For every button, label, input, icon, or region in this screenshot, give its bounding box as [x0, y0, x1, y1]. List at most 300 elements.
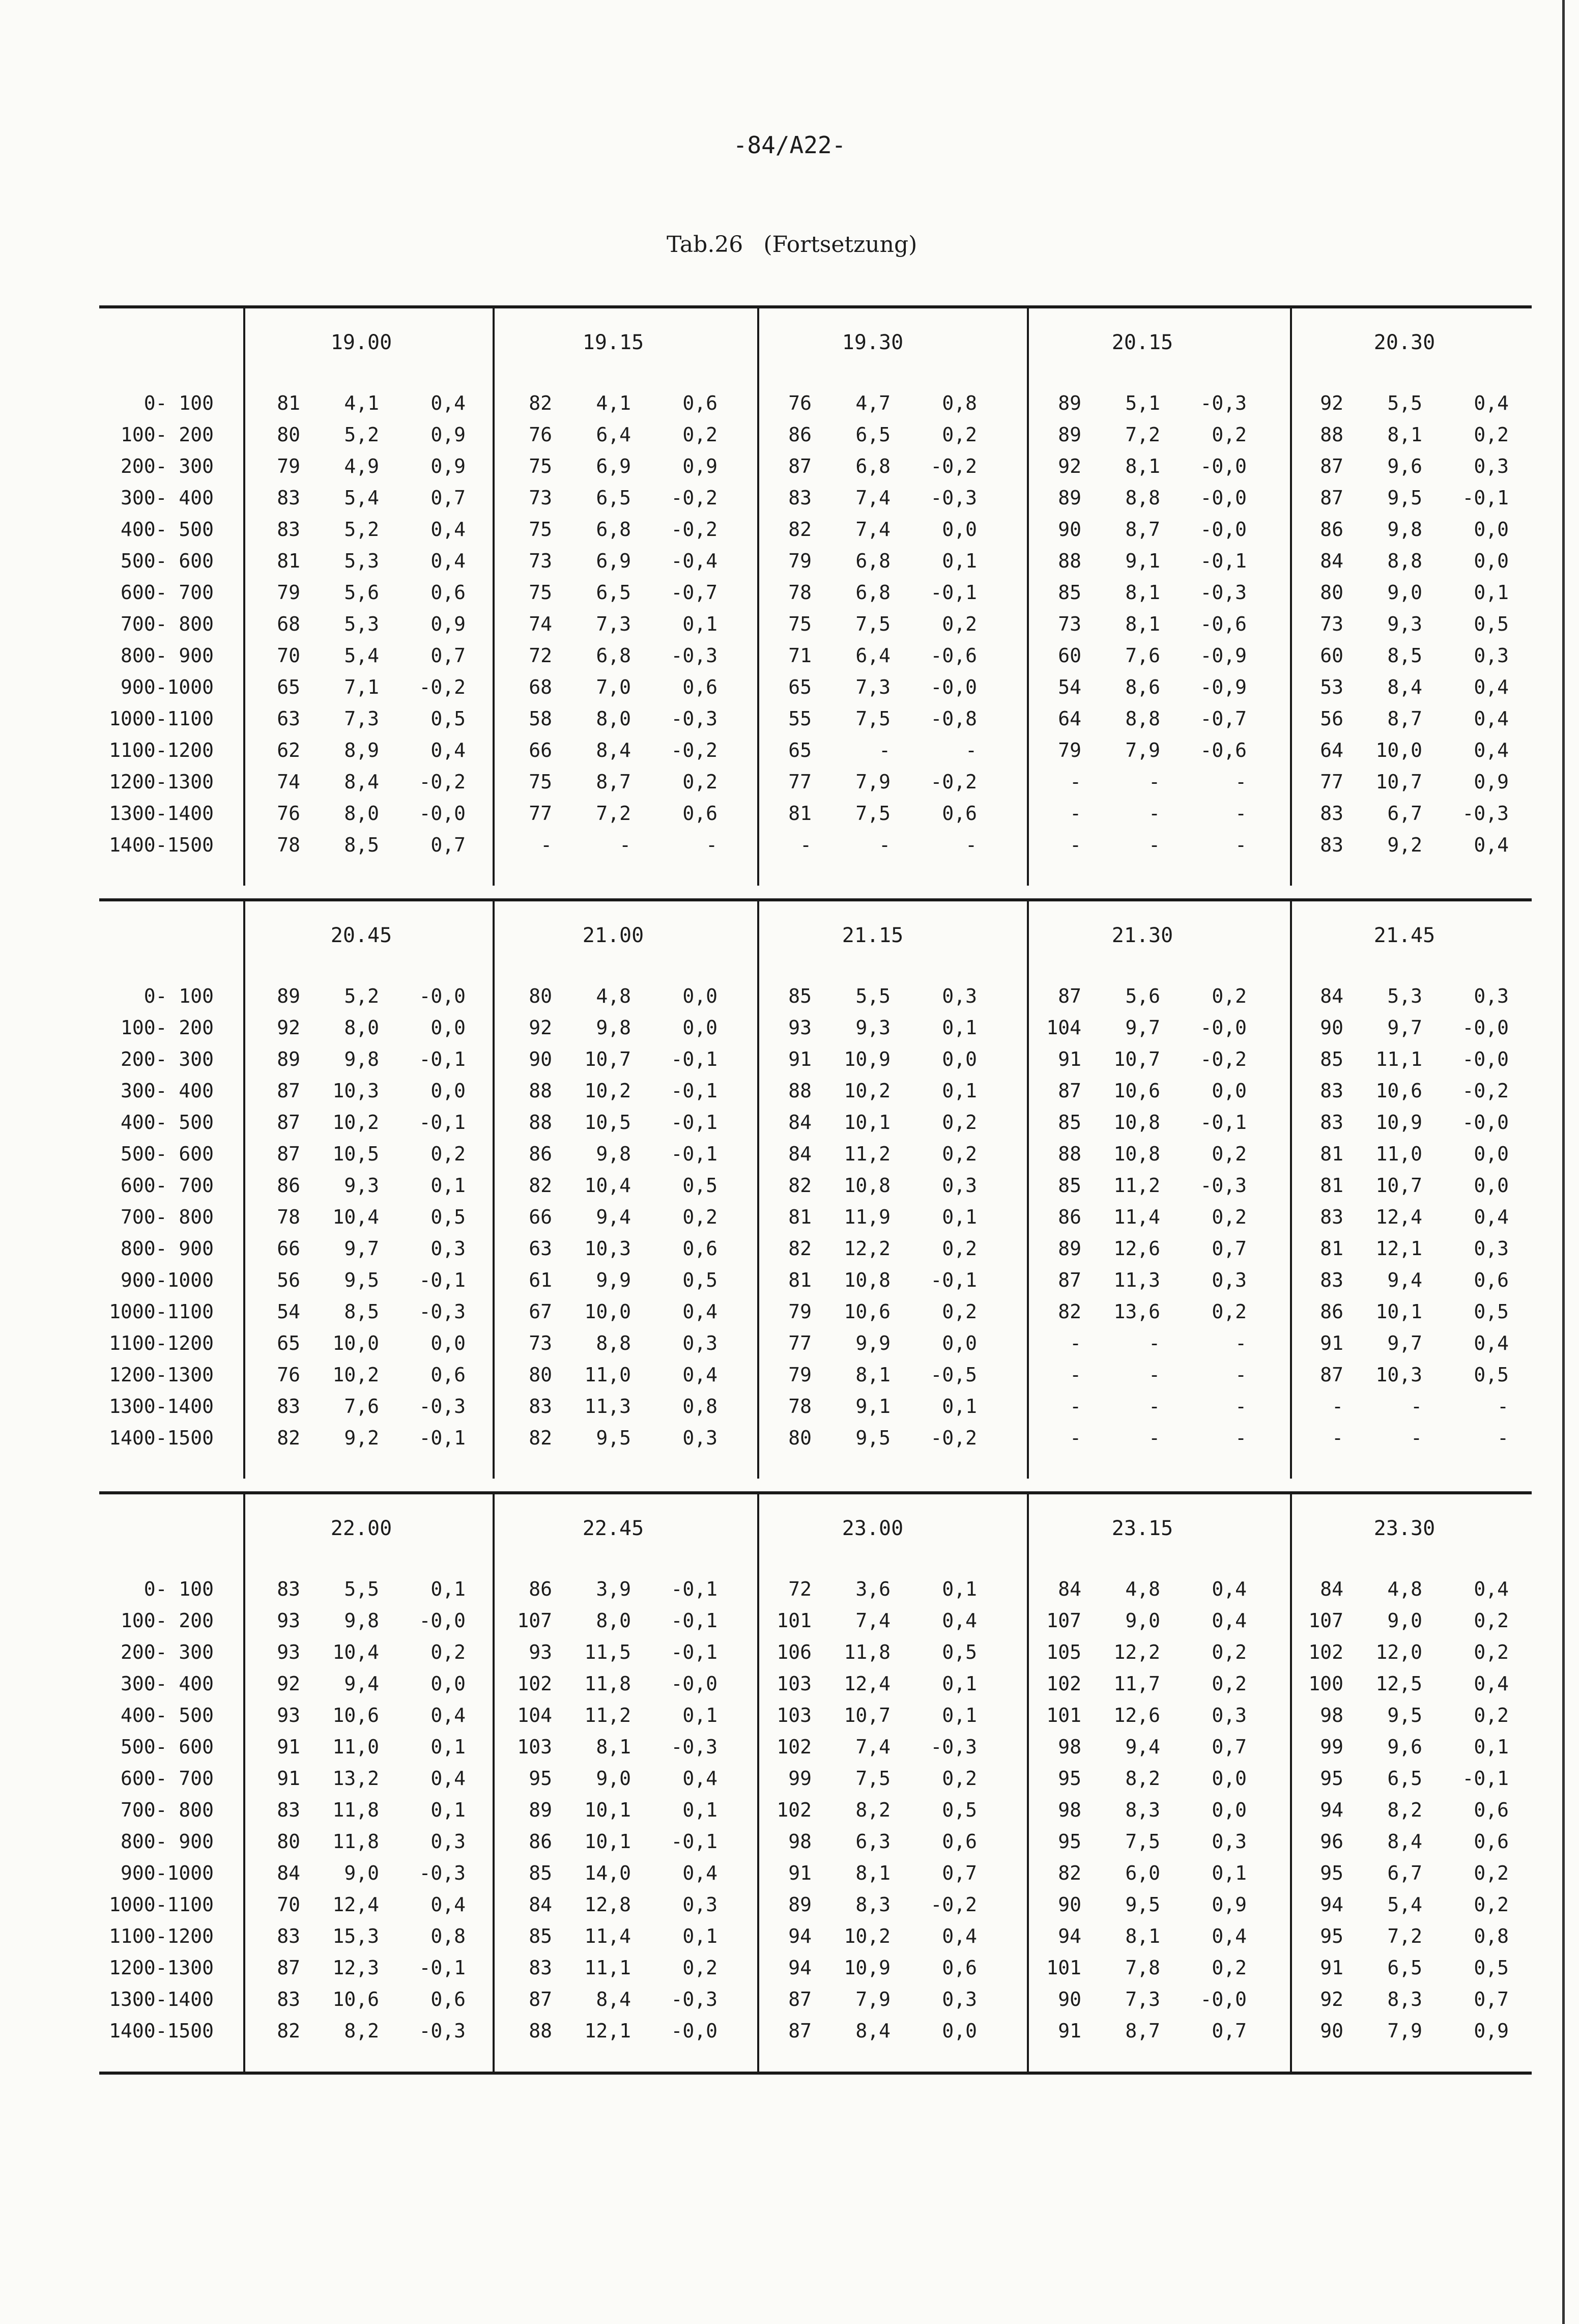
table-cell: 64 [1320, 739, 1343, 761]
table-cell: 0,0 [1212, 1080, 1247, 1102]
table-cell: 0,2 [1474, 1704, 1509, 1726]
table-cell: - [706, 834, 717, 856]
table-cell: 82 [277, 1427, 300, 1449]
table-cell: 91 [1058, 2020, 1081, 2042]
table-cell: 0,2 [682, 771, 717, 793]
table-cell: 4,7 [855, 392, 891, 414]
table-cell: 0,3 [1474, 455, 1509, 477]
table-cell: - [1497, 1427, 1509, 1449]
table-cell: 7,5 [1125, 1830, 1160, 1853]
table-cell: 4,8 [1125, 1578, 1160, 1600]
table-cell: 12,1 [1375, 1237, 1422, 1260]
table-cell: 8,2 [1387, 1799, 1422, 1821]
table-cell: 8,8 [1125, 707, 1160, 730]
table-cell: 5,3 [344, 550, 379, 572]
table-cell: 0,7 [1212, 2020, 1247, 2042]
table-cell: 7,9 [1125, 739, 1160, 761]
table-cell: 73 [529, 1332, 552, 1354]
table-cell: 92 [1320, 1988, 1343, 2010]
table-cell: 66 [529, 1206, 552, 1228]
table-cell: 83 [1320, 1206, 1343, 1228]
table-cell: 14,0 [584, 1862, 631, 1884]
row-label: 300- 400 [120, 1673, 214, 1695]
table-cell: 90 [1320, 1016, 1343, 1039]
table-cell: 10,9 [1375, 1111, 1422, 1133]
table-cell: 78 [788, 581, 812, 604]
table-cell: 0,6 [942, 802, 977, 825]
table-cell: -0,0 [419, 1609, 466, 1632]
row-label: 900-1000 [120, 676, 214, 698]
table-cell: 84 [1320, 985, 1343, 1007]
time-header: 20.45 [330, 924, 392, 947]
table-cell: 98 [1058, 1736, 1081, 1758]
table-cell: 90 [529, 1048, 552, 1070]
table-cell: 0,5 [942, 1799, 977, 1821]
table-cell: 8,2 [344, 2020, 379, 2042]
table-cell: 65 [277, 1332, 300, 1354]
table-cell: 9,3 [855, 1016, 891, 1039]
table-cell: 0,3 [1474, 1237, 1509, 1260]
row-label: 600- 700 [120, 1174, 214, 1197]
table-cell: 8,4 [344, 771, 379, 793]
table-cell: - [1149, 802, 1160, 825]
table-cell: 9,6 [1387, 1736, 1422, 1758]
table-cell: 0,3 [1212, 1830, 1247, 1853]
table-cell: 78 [277, 1206, 300, 1228]
table-cell: 0,3 [1212, 1704, 1247, 1726]
table-cell: 8,4 [1387, 676, 1422, 698]
table-cell: -0,1 [671, 1830, 717, 1853]
table-cell: 9,0 [1387, 1609, 1422, 1632]
table-cell: 0,1 [430, 1799, 466, 1821]
table-cell: 8,4 [855, 2020, 891, 2042]
time-header: 20.15 [1111, 331, 1173, 354]
table-cell: 75 [529, 581, 552, 604]
table-cell: 65 [788, 739, 812, 761]
table-cell: 87 [1320, 487, 1343, 509]
row-label: 400- 500 [120, 1111, 214, 1133]
table-cell: -0,4 [671, 550, 717, 572]
table-cell: 6,5 [596, 487, 631, 509]
table-cell: 95 [1320, 1925, 1343, 1947]
table-cell: 0,0 [1474, 518, 1509, 541]
table-cell: 0,8 [430, 1925, 466, 1947]
table-cell: 6,5 [1387, 1957, 1422, 1979]
table-cell: 8,1 [855, 1862, 891, 1884]
table-cell: 10,6 [844, 1300, 891, 1323]
table-cell: -0,0 [1200, 455, 1247, 477]
table-cell: 89 [277, 985, 300, 1007]
table-cell: 8,2 [855, 1799, 891, 1821]
table-cell: -0,3 [1200, 1174, 1247, 1197]
table-cell: 89 [1058, 1237, 1081, 1260]
table-cell: 7,5 [855, 613, 891, 635]
table-cell: 6,9 [596, 550, 631, 572]
table-cell: 0,3 [1212, 1269, 1247, 1291]
table-cell: 75 [529, 455, 552, 477]
table-cell: 10,2 [332, 1111, 379, 1133]
row-label: 100- 200 [120, 1016, 214, 1039]
table-cell: 90 [1320, 2020, 1343, 2042]
table-cell: 81 [788, 1269, 812, 1291]
table-cell: 6,9 [596, 455, 631, 477]
table-cell: 0,4 [942, 1925, 977, 1947]
time-header: 20.30 [1373, 331, 1436, 354]
table-cell: - [1235, 802, 1247, 825]
table-cell: - [965, 739, 977, 761]
table-cell: 76 [529, 423, 552, 446]
table-cell: 103 [777, 1673, 812, 1695]
table-cell: 82 [277, 2020, 300, 2042]
table-cell: - [1070, 1332, 1081, 1354]
table-cell: 82 [788, 1174, 812, 1197]
row-label: 1200-1300 [109, 1957, 214, 1979]
table-cell: 100 [1308, 1673, 1343, 1695]
row-label: 1100-1200 [109, 739, 214, 761]
table-cell: 7,3 [596, 613, 631, 635]
table-cell: 0,3 [942, 1988, 977, 2010]
table-cell: 8,8 [596, 1332, 631, 1354]
table-cell: 82 [788, 1237, 812, 1260]
table-cell: -0,1 [419, 1111, 466, 1133]
table-cell: 8,1 [1125, 1925, 1160, 1947]
table-cell: 10,7 [1375, 1174, 1422, 1197]
table-cell: - [1235, 1364, 1247, 1386]
table-cell: 9,8 [344, 1048, 379, 1070]
table-cell: 75 [788, 613, 812, 635]
table-cell: 6,4 [596, 423, 631, 446]
table-cell: 0,3 [682, 1427, 717, 1449]
table-cell: 12,4 [332, 1893, 379, 1916]
table-cell: 0,6 [682, 392, 717, 414]
table-cell: 0,1 [942, 550, 977, 572]
table-cell: 0,2 [1474, 1893, 1509, 1916]
table-cell: 89 [1058, 487, 1081, 509]
table-cell: 90 [1058, 518, 1081, 541]
table-cell: 8,4 [596, 739, 631, 761]
table-cell: -0,1 [671, 1111, 717, 1133]
table-cell: 0,2 [430, 1641, 466, 1663]
table-cell: 87 [277, 1080, 300, 1102]
table-cell: - [1149, 834, 1160, 856]
table-cell: 0,1 [1474, 581, 1509, 604]
table-cell: - [1411, 1427, 1422, 1449]
table-cell: 0,6 [1474, 1830, 1509, 1853]
table-cell: 90 [1058, 1893, 1081, 1916]
table-cell: -0,2 [671, 487, 717, 509]
table-cell: 0,0 [1212, 1767, 1247, 1790]
table-cell: 5,3 [344, 613, 379, 635]
table-cell: 88 [529, 2020, 552, 2042]
table-cell: 5,1 [1125, 392, 1160, 414]
table-cell: 0,3 [430, 1237, 466, 1260]
table-cell: 4,8 [596, 985, 631, 1007]
table-cell: 95 [1058, 1767, 1081, 1790]
table-cell: -0,0 [1200, 1016, 1247, 1039]
table-cell: -0,3 [419, 1300, 466, 1323]
table-cell: 0,4 [430, 1704, 466, 1726]
table-cell: 0,4 [682, 1767, 717, 1790]
table-cell: 0,1 [942, 1395, 977, 1418]
table-cell: 11,8 [844, 1641, 891, 1663]
table-cell: 9,9 [596, 1269, 631, 1291]
table-cell: 0,3 [1474, 644, 1509, 667]
table-cell: 0,0 [682, 1016, 717, 1039]
table-cell: 8,1 [1125, 581, 1160, 604]
table-cell: 9,0 [344, 1862, 379, 1884]
table-cell: 6,8 [596, 644, 631, 667]
table-cell: 0,5 [1474, 1364, 1509, 1386]
table-cell: - [1235, 1332, 1247, 1354]
row-label: 500- 600 [120, 1736, 214, 1758]
table-cell: 0,3 [682, 1893, 717, 1916]
table-cell: 12,6 [1113, 1237, 1160, 1260]
table-cell: 98 [1320, 1704, 1343, 1726]
table-cell: 66 [529, 739, 552, 761]
table-cell: 0,4 [1474, 1332, 1509, 1354]
table-cell: 68 [529, 676, 552, 698]
table-cell: -0,3 [419, 1862, 466, 1884]
table-cell: 7,9 [855, 771, 891, 793]
table-cell: - [1149, 1332, 1160, 1354]
table-cell: 10,6 [332, 1988, 379, 2010]
table-cell: -0,0 [1462, 1111, 1509, 1133]
table-cell: 63 [529, 1237, 552, 1260]
table-cell: - [1070, 834, 1081, 856]
table-cell: 0,9 [1474, 771, 1509, 793]
table-cell: 85 [1058, 581, 1081, 604]
table-cell: 8,0 [344, 802, 379, 825]
time-header: 21.30 [1111, 924, 1173, 947]
table-cell: 0,3 [1474, 985, 1509, 1007]
row-label: 300- 400 [120, 487, 214, 509]
table-cell: 90 [1058, 1988, 1081, 2010]
row-label: 200- 300 [120, 1641, 214, 1663]
table-cell: 85 [529, 1925, 552, 1947]
table-cell: 0,1 [942, 1080, 977, 1102]
table-cell: - [1332, 1427, 1343, 1449]
table-cell: 82 [788, 518, 812, 541]
table-cell: 55 [788, 707, 812, 730]
table-cell: 10,4 [332, 1206, 379, 1228]
table-cell: 10,3 [584, 1237, 631, 1260]
row-label: 1000-1100 [109, 1300, 214, 1323]
table-cell: -0,2 [930, 1427, 977, 1449]
table-cell: 86 [788, 423, 812, 446]
table-cell: 0,2 [1474, 1641, 1509, 1663]
table-cell: 0,0 [1474, 1143, 1509, 1165]
horizontal-rule [99, 305, 1532, 308]
table-cell: 4,1 [344, 392, 379, 414]
table-cell: 0,6 [430, 1364, 466, 1386]
table-cell: 12,1 [584, 2020, 631, 2042]
table-cell: 8,4 [1387, 1830, 1422, 1853]
table-cell: 87 [1320, 1364, 1343, 1386]
table-cell: 94 [1320, 1893, 1343, 1916]
table-cell: 10,2 [844, 1925, 891, 1947]
table-cell: 0,0 [1474, 550, 1509, 572]
table-cell: 9,8 [596, 1016, 631, 1039]
table-cell: 9,8 [344, 1609, 379, 1632]
table-cell: 10,1 [584, 1830, 631, 1853]
table-cell: 7,3 [1125, 1988, 1160, 2010]
row-label: 1200-1300 [109, 771, 214, 793]
table-cell: 9,4 [1125, 1736, 1160, 1758]
table-cell: - [1235, 1427, 1247, 1449]
table-cell: 5,6 [344, 581, 379, 604]
table-cell: 6,8 [855, 550, 891, 572]
table-cell: 0,8 [1474, 1925, 1509, 1947]
table-cell: 84 [277, 1862, 300, 1884]
table-cell: 82 [529, 1427, 552, 1449]
table-cell: 10,2 [844, 1080, 891, 1102]
table-cell: 88 [788, 1080, 812, 1102]
table-cell: 10,9 [844, 1957, 891, 1979]
table-cell: 65 [277, 676, 300, 698]
table-cell: 0,4 [1474, 707, 1509, 730]
time-header: 19.30 [842, 331, 904, 354]
table-cell: 6,0 [1125, 1862, 1160, 1884]
table-cell: 82 [529, 392, 552, 414]
table-cell: 86 [529, 1143, 552, 1165]
row-label: 800- 900 [120, 1830, 214, 1853]
table-cell: 83 [529, 1395, 552, 1418]
table-cell: 11,4 [1113, 1206, 1160, 1228]
table-cell: 10,9 [844, 1048, 891, 1070]
table-cell: 7,4 [855, 487, 891, 509]
table-cell: 87 [1320, 455, 1343, 477]
table-cell: 83 [1320, 834, 1343, 856]
table-cell: 72 [529, 644, 552, 667]
table-cell: 8,2 [1125, 1767, 1160, 1790]
table-cell: 81 [1320, 1143, 1343, 1165]
table-cell: 0,7 [1212, 1237, 1247, 1260]
time-header: 23.15 [1111, 1517, 1173, 1540]
table-cell: 81 [788, 802, 812, 825]
table-cell: 0,2 [1212, 1957, 1247, 1979]
time-header: 21.45 [1373, 924, 1436, 947]
table-cell: 0,2 [942, 1111, 977, 1133]
table-cell: 93 [788, 1016, 812, 1039]
table-cell: 82 [529, 1174, 552, 1197]
table-cell: 0,6 [1474, 1799, 1509, 1821]
table-cell: 10,4 [584, 1174, 631, 1197]
table-cell: 0,1 [682, 1704, 717, 1726]
table-cell: 101 [777, 1609, 812, 1632]
table-cell: 82 [1058, 1862, 1081, 1884]
table-cell: 0,4 [430, 518, 466, 541]
table-cell: 0,5 [1474, 613, 1509, 635]
table-cell: 83 [1320, 802, 1343, 825]
table-cell: -0,2 [1200, 1048, 1247, 1070]
table-cell: 0,0 [942, 1332, 977, 1354]
table-cell: 0,6 [1474, 1269, 1509, 1291]
table-cell: 7,5 [855, 707, 891, 730]
table-cell: 0,4 [430, 392, 466, 414]
table-cell: 0,2 [682, 1206, 717, 1228]
table-cell: 83 [277, 1395, 300, 1418]
table-cell: 92 [277, 1673, 300, 1695]
row-label: 800- 900 [120, 644, 214, 667]
table-cell: 0,6 [942, 1957, 977, 1979]
table-cell: 10,0 [332, 1332, 379, 1354]
table-cell: 0,4 [1212, 1609, 1247, 1632]
table-cell: -0,1 [419, 1427, 466, 1449]
row-label: 1300-1400 [109, 1988, 214, 2010]
table-cell: 98 [788, 1830, 812, 1853]
table-cell: 0,7 [1474, 1988, 1509, 2010]
table-cell: 6,5 [596, 581, 631, 604]
row-label: 800- 900 [120, 1237, 214, 1260]
table-cell: 98 [1058, 1799, 1081, 1821]
row-label: 700- 800 [120, 1799, 214, 1821]
time-header: 22.00 [330, 1517, 392, 1540]
table-cell: 78 [277, 834, 300, 856]
table-cell: 81 [1320, 1174, 1343, 1197]
table-cell: 86 [1320, 1300, 1343, 1323]
table-cell: 85 [1058, 1174, 1081, 1197]
table-cell: -0,1 [1200, 550, 1247, 572]
time-header: 19.15 [582, 331, 644, 354]
table-cell: 11,2 [584, 1704, 631, 1726]
table-cell: 11,3 [1113, 1269, 1160, 1291]
table-cell: 64 [1058, 707, 1081, 730]
table-cell: 89 [1058, 392, 1081, 414]
table-cell: 0,1 [430, 1736, 466, 1758]
table-cell: 8,1 [1387, 423, 1422, 446]
table-cell: 80 [1320, 581, 1343, 604]
table-cell: 0,7 [430, 487, 466, 509]
table-cell: 5,5 [1387, 392, 1422, 414]
table-cell: 81 [277, 550, 300, 572]
row-label: 100- 200 [120, 1609, 214, 1632]
table-cell: 87 [788, 2020, 812, 2042]
table-cell: 60 [1320, 644, 1343, 667]
table-cell: 96 [1320, 1830, 1343, 1853]
table-cell: 102 [1046, 1673, 1081, 1695]
table-cell: - [1070, 1427, 1081, 1449]
time-header: 23.30 [1373, 1517, 1436, 1540]
table-cell: 84 [1320, 1578, 1343, 1600]
table-cell: 62 [277, 739, 300, 761]
row-label: 0- 100 [143, 392, 214, 414]
table-cell: - [1070, 1364, 1081, 1386]
table-cell: 8,1 [1125, 613, 1160, 635]
table-cell: 9,5 [1387, 1704, 1422, 1726]
table-cell: -0,0 [671, 1673, 717, 1695]
table-cell: 86 [1058, 1206, 1081, 1228]
table-cell: 12,0 [1375, 1641, 1422, 1663]
table-cell: 9,7 [1125, 1016, 1160, 1039]
table-cell: 73 [1320, 613, 1343, 635]
table-cell: -0,0 [1462, 1016, 1509, 1039]
table-cell: 70 [277, 644, 300, 667]
table-cell: 9,5 [1125, 1893, 1160, 1916]
table-cell: 0,1 [682, 1925, 717, 1947]
table-cell: 0,1 [942, 1578, 977, 1600]
table-cell: -0,1 [671, 1578, 717, 1600]
table-cell: 87 [1058, 1080, 1081, 1102]
table-cell: 5,6 [1125, 985, 1160, 1007]
table-cell: 79 [277, 455, 300, 477]
table-cell: 94 [788, 1957, 812, 1979]
table-cell: 0,7 [1212, 1736, 1247, 1758]
table-cell: 0,0 [430, 1080, 466, 1102]
table-caption-label: Tab.26 [667, 232, 743, 258]
table-cell: 0,0 [430, 1673, 466, 1695]
table-cell: 0,0 [1474, 1174, 1509, 1197]
table-cell: 89 [788, 1893, 812, 1916]
